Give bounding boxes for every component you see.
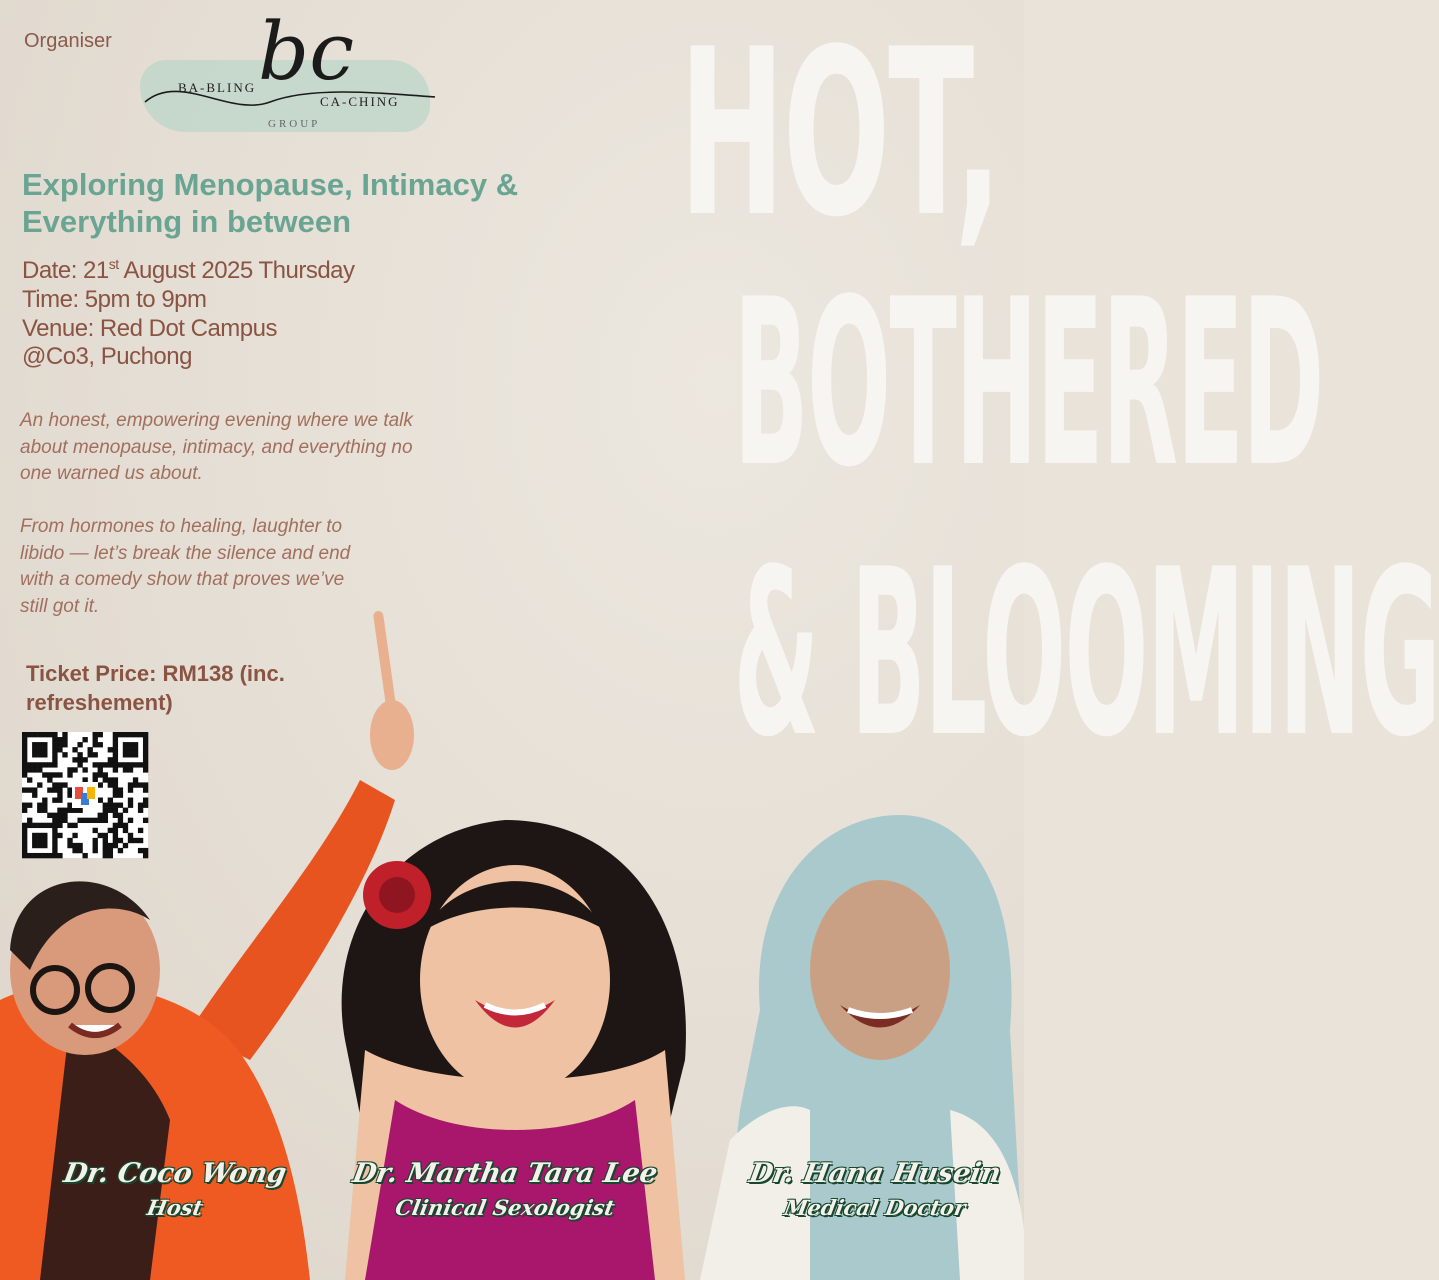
event-date <box>22 256 355 286</box>
event-date-suffix: st <box>108 256 119 272</box>
headline-line-3: & BLOOMING <box>733 521 1439 788</box>
speaker-caption-2 <box>340 1158 670 1220</box>
description-paragraph-1: An honest, empowering evening where we talk about menopause, intimacy, and everything no one warned us about. <box>20 410 413 485</box>
logo-right-text: CA-CHING <box>320 94 400 109</box>
event-title: Exploring Menopause, Intimacy & Everything in between <box>22 167 519 240</box>
event-time: Time: 5pm to 9pm <box>22 285 207 313</box>
speaker-1-name: Dr. Coco Wong <box>61 1158 289 1189</box>
speaker-1-role: Host <box>145 1195 205 1220</box>
organiser-logo <box>140 5 440 137</box>
organiser-label: Organiser <box>24 30 112 52</box>
speaker-caption-1 <box>40 1158 310 1220</box>
event-venue-line1: Venue: Red Dot Campus <box>22 314 277 342</box>
speaker-2-name: Dr. Martha Tara Lee <box>350 1158 660 1189</box>
event-date-rest: August 2025 Thursday <box>118 257 355 284</box>
logo-group-text: GROUP <box>268 118 321 130</box>
speaker-3-role: Medical Doctor <box>782 1195 968 1220</box>
ticket-price-line1: Ticket Price: RM138 (inc. <box>26 661 285 686</box>
speaker-3-name: Dr. Hana Husein <box>746 1158 1004 1189</box>
speaker-2-role: Clinical Sexologist <box>393 1195 617 1220</box>
logo-left-text: BA-BLING <box>178 80 257 95</box>
event-date-prefix: Date: 21 <box>22 257 109 284</box>
logo-mark: bc <box>258 5 355 98</box>
headline-background <box>380 1 1439 790</box>
headline-line-1: HOT, <box>679 1 1000 268</box>
speaker-caption-3 <box>730 1158 1020 1220</box>
event-venue-line2: @Co3, Puchong <box>22 343 192 371</box>
ticket-price-line2: refreshement) <box>26 689 173 715</box>
headline-line-2: BOTHERED <box>733 251 1323 518</box>
description-paragraph-2: From hormones to healing, laughter to libido — let’s break the silence and end with a comedy show that proves we’ve still got it. <box>20 516 351 617</box>
ticket-price <box>26 660 285 717</box>
event-details <box>22 256 355 372</box>
